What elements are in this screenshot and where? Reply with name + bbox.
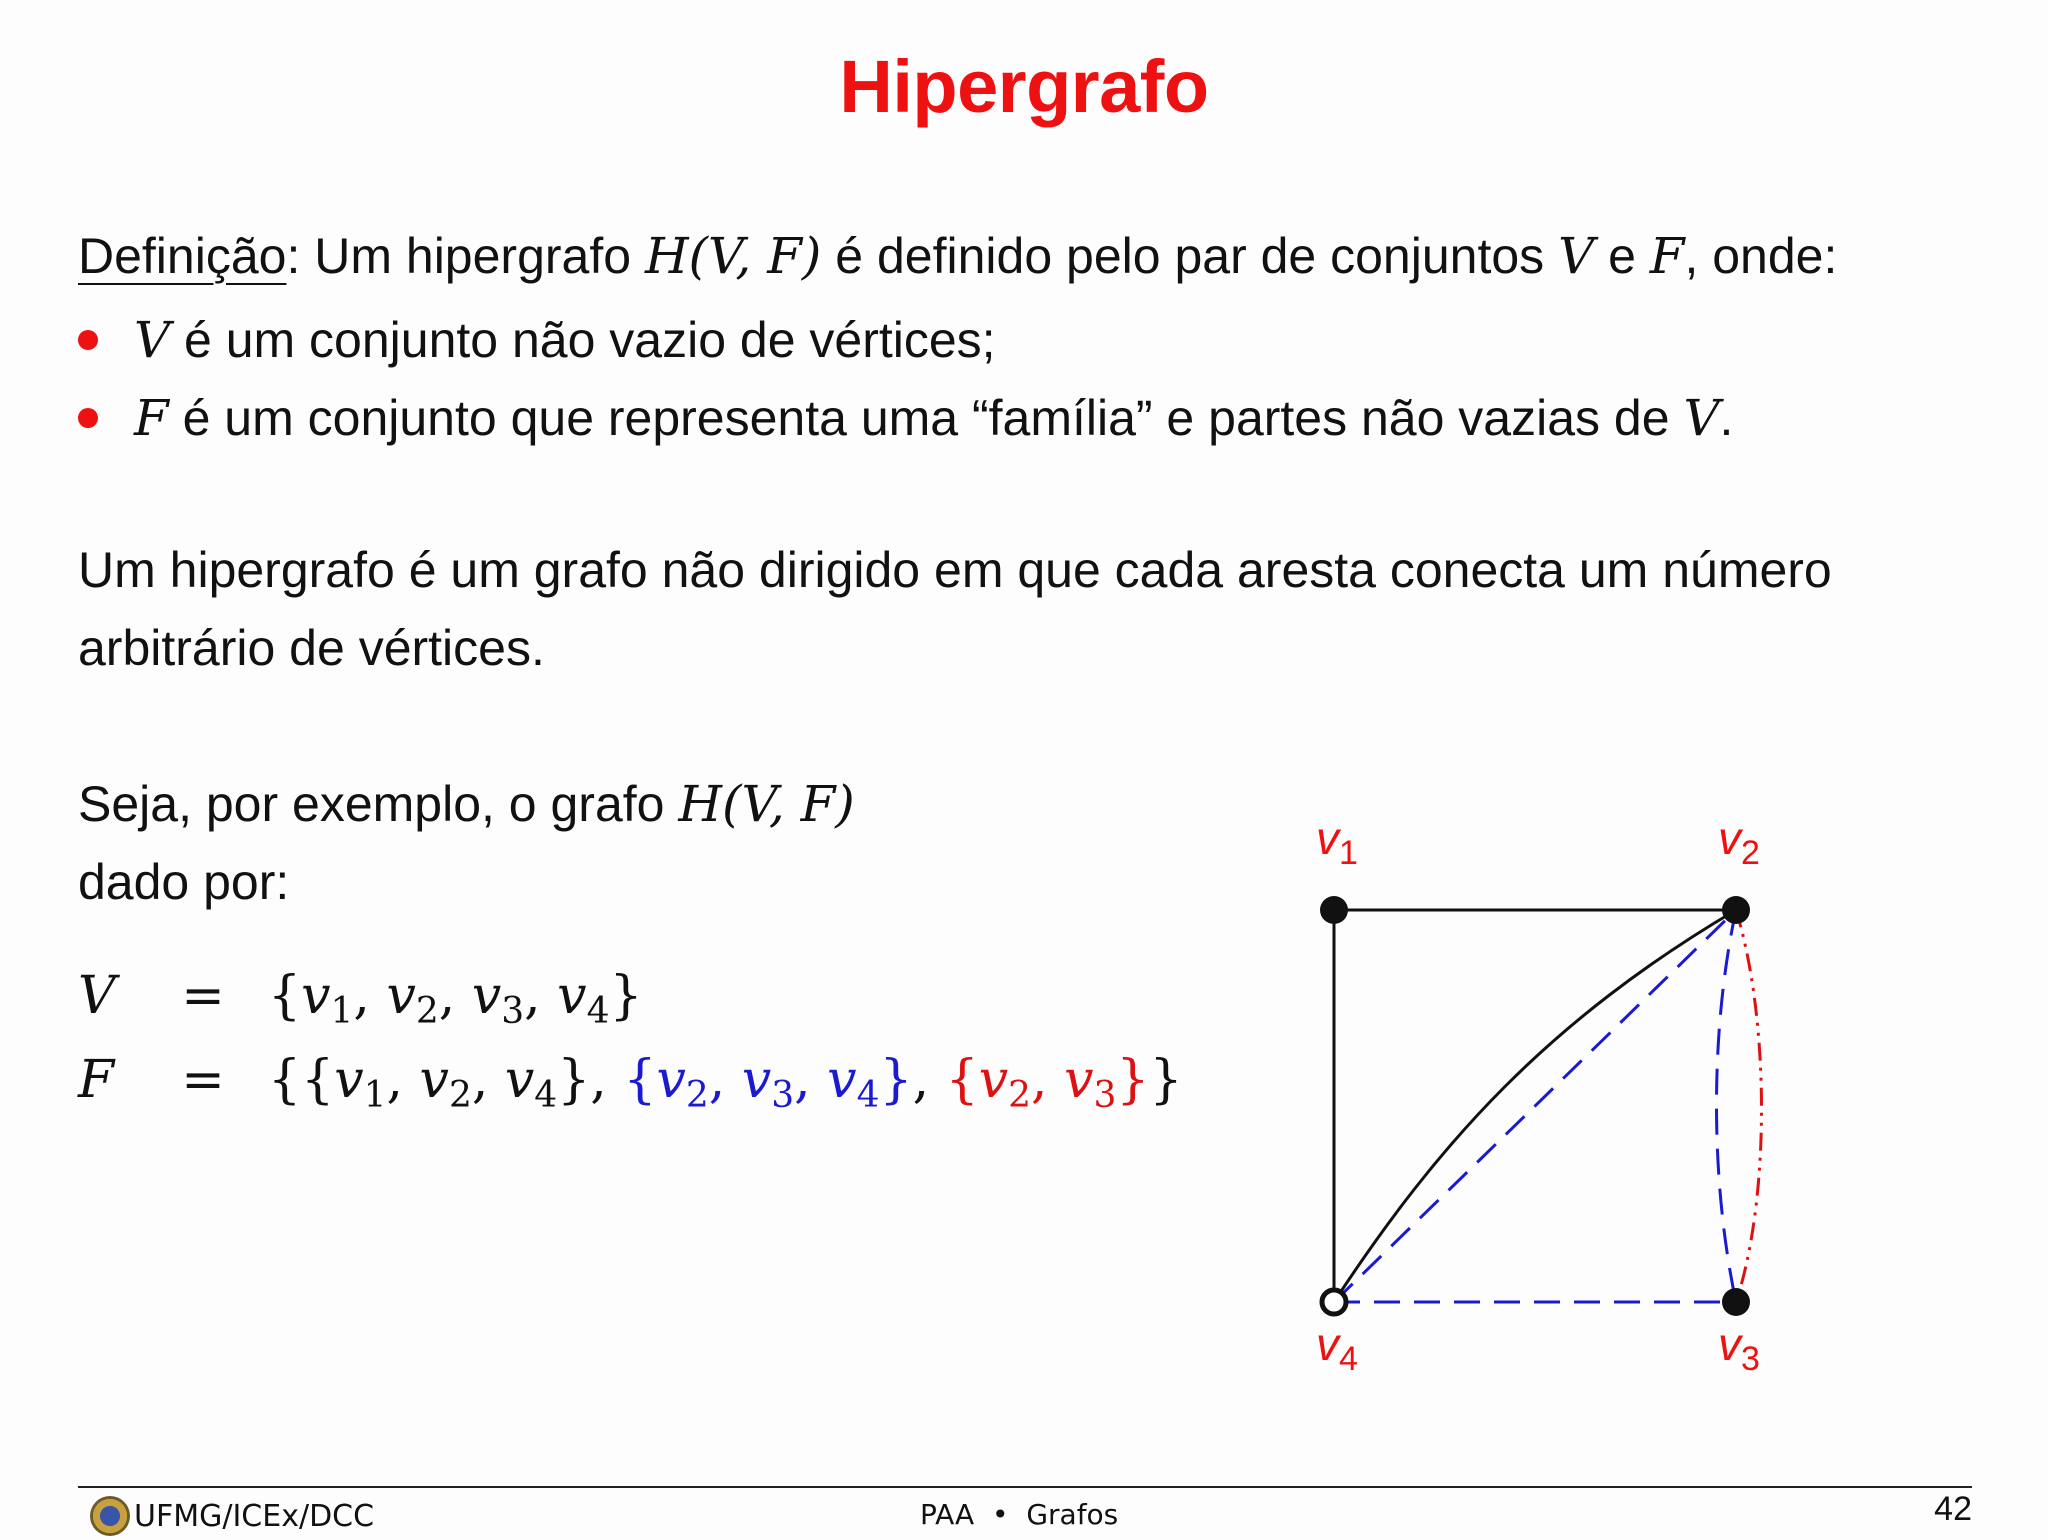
bullet-math-end: V bbox=[1683, 389, 1720, 447]
bullet-text: é um conjunto que representa uma “família” e partes não vazias de bbox=[168, 390, 1684, 446]
vertex-v3 bbox=[1722, 1288, 1750, 1316]
bullet-text: é um conjunto não vazio de vértices; bbox=[170, 312, 996, 368]
bullet-math: V bbox=[134, 311, 171, 369]
page-number: 42 bbox=[1934, 1490, 1972, 1528]
example-text: Seja, por exemplo, o grafo bbox=[78, 776, 679, 832]
definition-text-b: é definido pelo par de conjuntos bbox=[821, 228, 1559, 284]
example-line-2: dado por: bbox=[78, 854, 290, 910]
bullet-separator-icon: • bbox=[992, 1498, 1009, 1531]
edge-set-2: {$v_2$, $v_3$, $v_4$} bbox=[623, 1050, 913, 1116]
vertex-label-v2: $v_2$ bbox=[1718, 812, 1760, 872]
vertex-label-v4: $v_4$ bbox=[1316, 1318, 1358, 1378]
set-f: {{$v_1$, $v_2$, $v_4$}, {$v_2$, $v_3$, $v_4$}, {$v_2$, $v_3$}} bbox=[268, 1050, 1183, 1116]
set-v: {$v_1$, $v_2$, $v_3$, $v_4$} bbox=[268, 966, 643, 1032]
bullet-icon bbox=[78, 330, 98, 350]
equals-sign: = bbox=[181, 1050, 225, 1110]
example-math: H(V, F) bbox=[678, 775, 855, 833]
vertex-v2 bbox=[1722, 896, 1750, 924]
definition-math-f: F bbox=[1649, 227, 1685, 285]
footer-course: PAA • Grafos bbox=[920, 1498, 1119, 1531]
footer-divider bbox=[78, 1486, 1972, 1488]
bullet-icon bbox=[78, 408, 98, 428]
definition-text-a: : Um hipergrafo bbox=[286, 228, 645, 284]
equation-lhs: V bbox=[78, 966, 116, 1026]
footer-institution bbox=[90, 1496, 374, 1536]
definition-text-c: e bbox=[1594, 228, 1650, 284]
definition-math-v: V bbox=[1558, 227, 1595, 285]
slide-title: Hipergrafo bbox=[839, 45, 1209, 128]
equation-f bbox=[78, 1050, 1183, 1116]
bullet-item-f bbox=[78, 388, 1733, 448]
edge-set-1: {$v_1$, $v_2$, $v_4$} bbox=[301, 1050, 591, 1116]
footer-left-text: UFMG/ICEx/DCC bbox=[134, 1498, 375, 1534]
definition-line bbox=[78, 226, 1837, 286]
ufmg-logo-icon bbox=[90, 1496, 130, 1536]
bullet-math: F bbox=[134, 389, 169, 447]
vertex-label-v1: $v_1$ bbox=[1316, 812, 1358, 872]
equation-v bbox=[78, 966, 643, 1032]
definition-math-h: H(V, F) bbox=[644, 227, 822, 285]
vertex-v1 bbox=[1320, 896, 1348, 924]
definition-text-d: , onde: bbox=[1684, 228, 1838, 284]
vertex-label-v3: $v_3$ bbox=[1718, 1318, 1760, 1378]
hypergraph-diagram bbox=[1280, 800, 1800, 1400]
bullet-item-v bbox=[78, 310, 996, 370]
equation-lhs: F bbox=[78, 1050, 115, 1110]
paragraph-line-1: Um hipergrafo é um grafo não dirigido em que cada aresta conecta um número bbox=[78, 542, 1832, 598]
bullet-tail: . bbox=[1719, 390, 1734, 446]
edge-set-3: {$v_2$, $v_3$} bbox=[945, 1050, 1150, 1116]
edge-red-v2-v3 bbox=[1736, 910, 1762, 1302]
example-line-1 bbox=[78, 774, 855, 834]
edge-blue-v2-v4 bbox=[1334, 910, 1736, 1302]
definition-label: Definição bbox=[78, 228, 287, 284]
paragraph-line-2: arbitrário de vértices. bbox=[78, 620, 545, 676]
edge-blue-v2-v3 bbox=[1717, 910, 1737, 1302]
equals-sign: = bbox=[181, 966, 225, 1026]
vertex-v4 bbox=[1322, 1290, 1346, 1314]
